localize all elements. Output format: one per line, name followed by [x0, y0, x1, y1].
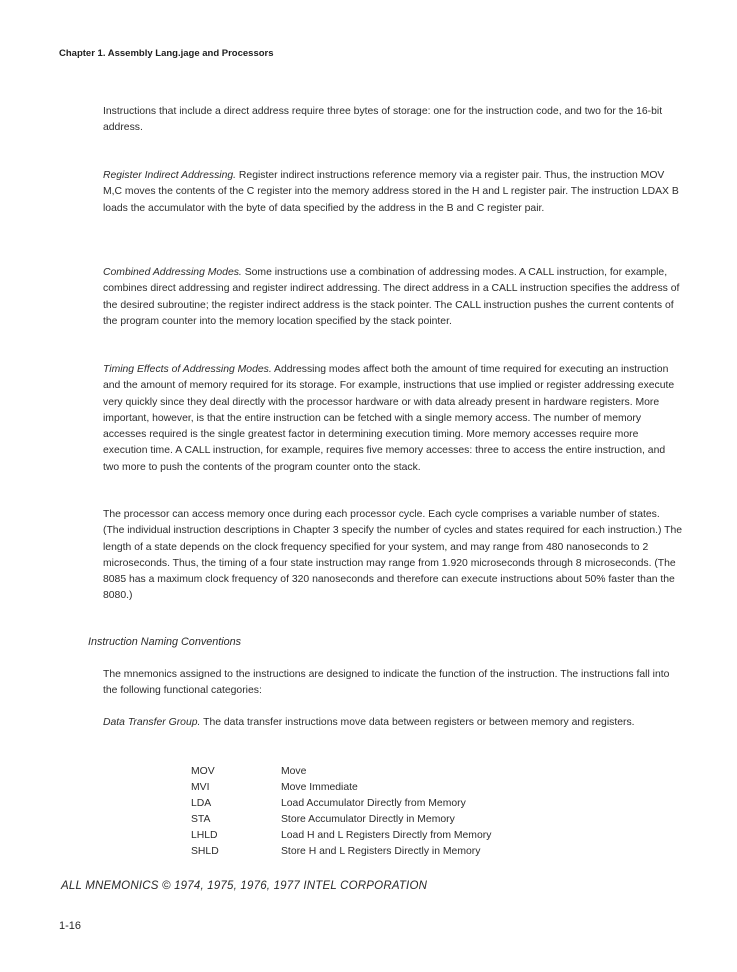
paragraph-direct-address — [103, 104, 683, 137]
data-transfer-text: The data transfer instructions move data between registers or between memory and registers. — [200, 717, 635, 728]
mnemonic-row — [191, 828, 491, 844]
timing-effects-text: Addressing modes affect both the amount of time required for executing an instruction and the amount of memory required for its storage. For example, instructions that use implied or register addressing execute very quickly since they deal directly with the processor hardware or with data already present in hardware registers. More important, however, is that the entire instruction can be fetched with a single memory access. The number of memory accesses required is the single greatest factor in determining execution timing. More memory accesses require more execution time. A CALL instruction, for example, requires five memory accesses: three to access the entire instruction, and two more to push the contents of the program counter onto the stack. — [103, 364, 675, 473]
mnemonic-code: MOV — [191, 766, 215, 777]
instruction-naming-heading: Instruction Naming Conventions — [88, 636, 242, 648]
copyright-notice: ALL MNEMONICS © 1974, 1975, 1976, 1977 INTEL CORPORATION — [61, 880, 428, 892]
mnemonic-row — [191, 796, 491, 812]
mnemonic-description: Move Immediate — [281, 782, 358, 793]
register-indirect-label: Register Indirect Addressing. — [103, 170, 237, 181]
mnemonic-description: Load Accumulator Directly from Memory — [281, 798, 466, 809]
mnemonics-text: The mnemonics assigned to the instructions are designed to indicate the function of the instruction. The instructions fall into the following functional categories: — [103, 669, 670, 697]
mnemonic-code: STA — [191, 814, 211, 825]
mnemonic-row — [191, 780, 491, 796]
chapter-header: Chapter 1. Assembly Lang.jage and Processors — [59, 48, 274, 59]
mnemonic-description: Store Accumulator Directly in Memory — [281, 814, 455, 825]
processor-cycles-text: The processor can access memory once during each processor cycle. Each cycle comprises a variable number of states. (The individual instruction descriptions in Chapter 3 specify the number of cycles and states required for each instruction.) The length of a state depends on the clock frequency specified for your system, and may range from 480 nanoseconds to 2 microseconds. Thus, the timing of a four state instruction may range from 1.920 microseconds through 8 microseconds. (The 8085 has a maximum clock frequency of 320 nanoseconds and therefore can execute instructions about 50% faster than the 8080.) — [103, 509, 683, 602]
paragraph-data-transfer — [103, 715, 683, 731]
paragraph-timing-effects — [103, 362, 683, 476]
combined-modes-text: Some instructions use a combination of addressing modes. A CALL instruction, for example, combines direct addressing and register indirect addressing. The direct address in a CALL instruction specifies the address of the desired subroutine; the register indirect address is the stack pointer. The CALL instruction pushes the current contents of the program counter into the memory location specified by the stack pointer. — [103, 267, 680, 327]
mnemonic-row — [191, 812, 491, 828]
mnemonic-code: LHLD — [191, 830, 218, 841]
mnemonic-row — [191, 844, 491, 860]
page-number: 1-16 — [59, 920, 82, 932]
paragraph-mnemonics — [103, 667, 683, 700]
data-transfer-label: Data Transfer Group. — [103, 717, 201, 728]
mnemonic-code: MVI — [191, 782, 210, 793]
combined-modes-label: Combined Addressing Modes. — [103, 267, 242, 278]
mnemonic-description: Load H and L Registers Directly from Memory — [281, 830, 492, 841]
mnemonic-row — [191, 764, 491, 780]
mnemonic-description: Store H and L Registers Directly in Memory — [281, 846, 481, 857]
register-indirect-text: Register indirect instructions reference memory via a register pair. Thus, the instruction MOV M,C moves the contents of the C register into the memory address stored in the H and L register pair. The instruction LDAX B loads the accumulator with the byte of data specified by the address in the B and C register pair. — [103, 170, 679, 214]
paragraph-processor-cycles — [103, 507, 683, 605]
mnemonic-description: Move — [281, 766, 307, 777]
mnemonic-table — [191, 764, 491, 860]
timing-effects-label: Timing Effects of Addressing Modes. — [103, 364, 272, 375]
mnemonic-code: SHLD — [191, 846, 219, 857]
mnemonic-code: LDA — [191, 798, 212, 809]
paragraph-combined-modes — [103, 265, 683, 330]
paragraph-direct-address-text: Instructions that include a direct address require three bytes of storage: one for the instruction code, and two for the 16-bit address. — [103, 106, 663, 134]
paragraph-register-indirect — [103, 168, 683, 217]
